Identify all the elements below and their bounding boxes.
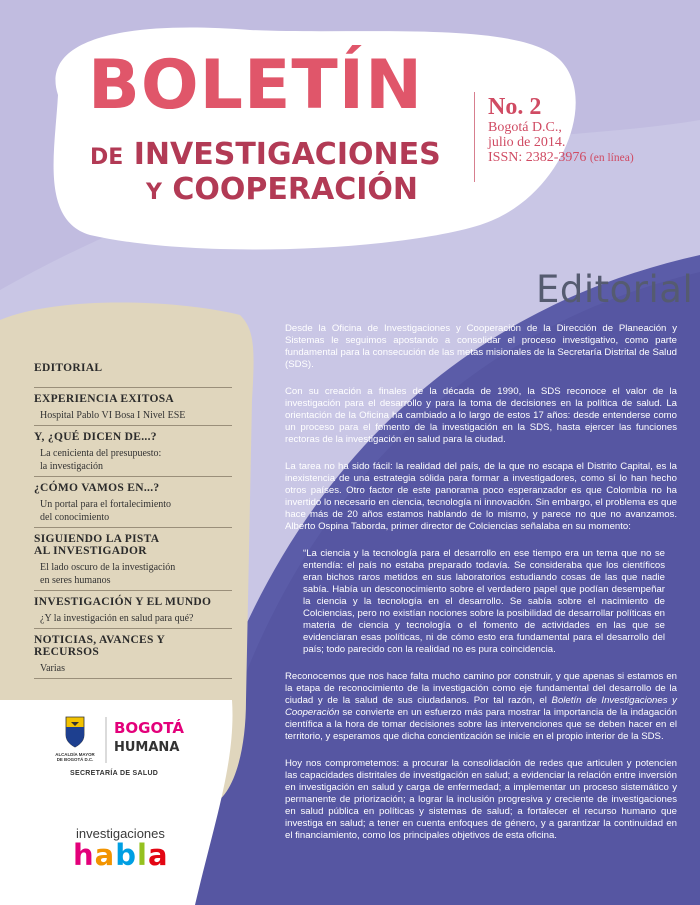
secretaria-label: SECRETARÍA DE SALUD	[70, 770, 159, 777]
issue-issn	[488, 150, 634, 166]
habla-letter: h	[73, 838, 95, 872]
toc-item[interactable]: ¿Y la investigación en salud para qué?	[40, 613, 194, 624]
bulletin-title: BOLETÍN	[88, 46, 424, 125]
toc-heading[interactable]: ¿CÓMO VAMOS EN...?	[34, 482, 160, 494]
habla-letter: a	[94, 838, 116, 872]
section-title: Editorial	[536, 268, 694, 311]
toc-section-editorial[interactable]	[34, 362, 232, 374]
table-of-contents	[34, 362, 232, 684]
issue-place: Bogotá D.C.,	[488, 120, 562, 135]
issue-number: No. 2	[488, 94, 542, 120]
habla-letter: a	[147, 838, 169, 872]
toc-section-pista[interactable]	[34, 533, 232, 587]
bulletin-subtitle-line1	[90, 137, 441, 172]
habla-letter: b	[115, 838, 137, 872]
subtitle-prefix-de: DE	[90, 145, 124, 170]
bogota-humana-logo	[114, 718, 184, 755]
toc-heading[interactable]: SIGUIENDO LA PISTA	[34, 533, 160, 545]
toc-divider	[34, 628, 232, 629]
alcaldia-line2: DE BOGOTÁ D.C.	[56, 757, 94, 762]
issn-note: (en línea)	[589, 152, 634, 164]
alcaldia-logo	[55, 717, 95, 762]
toc-item[interactable]: El lado oscuro de la investigación	[40, 562, 176, 573]
habla-logo	[73, 838, 169, 872]
investigaciones-habla-label: investigaciones	[76, 826, 165, 841]
toc-section-como-vamos[interactable]	[34, 482, 232, 524]
bulletin-subtitle-line2	[146, 172, 419, 207]
toc-heading[interactable]: EDITORIAL	[34, 362, 103, 374]
toc-item[interactable]: Varias	[40, 663, 65, 674]
toc-divider	[34, 387, 232, 388]
paragraph	[285, 671, 677, 743]
subtitle-cooperacion: COOPERACIÓN	[172, 172, 419, 207]
header-divider	[474, 92, 475, 182]
toc-item[interactable]: en seres humanos	[40, 575, 111, 586]
toc-section-mundo[interactable]	[34, 596, 232, 625]
subtitle-prefix-y: Y	[146, 180, 162, 205]
toc-section-que-dicen[interactable]	[34, 431, 232, 473]
toc-heading-line2[interactable]: AL INVESTIGADOR	[34, 545, 147, 557]
toc-item[interactable]: Un portal para el fortalecimiento	[40, 499, 172, 510]
toc-section-experiencia[interactable]	[34, 393, 232, 422]
toc-item[interactable]: la investigación	[40, 461, 104, 472]
paragraph: Hoy nos comprometemos: a procurar la consolidación de redes que articulen y potencien las capacidades distritales de investigación en salud; a evidenciar la relación entre inversión en investigación en salud y carga de enfermedad; a implementar un proceso sistemático y permanente de priorización; a lograr la inclusión progresiva y creciente de investigaciones en salud pública en políticas y sistemas de salud; a fortalecer el recurso humano que investiga en salud; a tener en cuenta enfoques de género, y a garantizar la continuidad en el financiamiento, como los principales objetivos de esta oficina.	[285, 758, 677, 841]
toc-divider	[34, 476, 232, 477]
toc-heading[interactable]: Y, ¿QUÉ DICEN DE...?	[34, 431, 157, 443]
issue-date: julio de 2014.	[488, 135, 566, 150]
issue-meta	[488, 120, 634, 166]
paragraph: Con su creación a finales de la década de 1990, la SDS reconoce el valor de la investigación para el desarrollo y para la toma de decisiones en la política de salud. La orientación de la Oficina ha cambiado a lo largo de estos 17 años: desde entenderse como un proceso para el fomento de la investigación en la SDS, hasta ejercer las funciones rectoras de la investigación en salud para la ciudad.	[285, 386, 677, 445]
editorial-body	[285, 323, 677, 857]
toc-divider	[34, 425, 232, 426]
publication-name: Boletín de Investigaciones y Cooperación	[285, 695, 677, 718]
toc-item[interactable]: del conocimiento	[40, 512, 110, 523]
toc-heading[interactable]: NOTICIAS, AVANCES Y RECURSOS	[34, 634, 165, 658]
toc-heading[interactable]: EXPERIENCIA EXITOSA	[34, 393, 175, 405]
toc-section-noticias[interactable]	[34, 634, 232, 675]
toc-divider	[34, 678, 232, 679]
toc-item[interactable]: Hospital Pablo VI Bosa I Nivel ESE	[40, 410, 186, 421]
toc-divider	[34, 590, 232, 591]
bogota-text: BOGOTÁ	[114, 719, 184, 737]
toc-heading[interactable]: INVESTIGACIÓN Y EL MUNDO	[34, 596, 212, 608]
paragraph-text: Reconocemos que nos hace falta mucho camino por construir, y que apenas si estamos en la etapa de reconocimiento de la investigación como eje fundamental del desarrollo de la ciudad y de la salud de sus ciudadanos. Por tal razón, el	[285, 671, 677, 706]
issn-value: ISSN: 2382-3976	[488, 150, 587, 165]
blockquote: “La ciencia y la tecnología para el desarrollo en ese tiempo era un tema que no se entendía: el país no estaba preparado todavía. Se consideraba que los científicos eran bichos raros metidos en sus laboratorios estudiando cosas de las que nadie sabía. Había un desconocimiento sobre el verdadero papel que podían desempeñar la ciencia y la tecnología en el desarrollo. Se sabía sobre el nacimiento de Colciencias, pero no existían nociones sobre la posibilidad de desarrollar políticas en materia de ciencia y tecnología o el fomento de actividades en las que se evidenciaran esas políticas, ni de cómo esto era fundamental para el desarrollo del país; todo parecido con la realidad no es pura coincidencia.	[303, 548, 665, 655]
paragraph: Desde la Oficina de Investigaciones y Cooperación de la Dirección de Planeación y Sistemas le seguimos apostando a consolidar el proceso investigativo, como parte fundamental para la consecución de las metas misionales de la Secretaría Distrital de Salud (SDS).	[285, 323, 677, 370]
toc-item[interactable]: La cenicienta del presupuesto:	[40, 448, 162, 459]
humana-text: HUMANA	[114, 740, 180, 755]
paragraph-text: se convierte en un esfuerzo más para mostrar la importancia de la indagación científica a la hora de tomar decisiones sobre las intervenciones que se deben hacer en el territorio, y esperamos que dicha concientización se inicie en el propio interior de la SDS.	[285, 707, 677, 742]
subtitle-investigaciones: INVESTIGACIONES	[133, 137, 441, 172]
alcaldia-line1: ALCALDÍA MAYOR	[55, 752, 95, 757]
toc-divider	[34, 527, 232, 528]
paragraph: La tarea no ha sido fácil: la realidad del país, de la que no escapa el Distrito Capital, es la inexistencia de una estrategia sólida para formar a investigadores, como sí lo han hecho otros países. Otro factor de este panorama poco esperanzador es que Colombia no ha invertido lo necesario en ciencia, tecnología ni innovación. Sin embargo, el problema es que hace más de 20 años estamos hablando de lo mismo, y parece no que no avanzamos. Alberto Ospina Taborda, primer director de Colciencias señalaba en su momento:	[285, 461, 677, 532]
habla-letter: l	[137, 838, 148, 872]
